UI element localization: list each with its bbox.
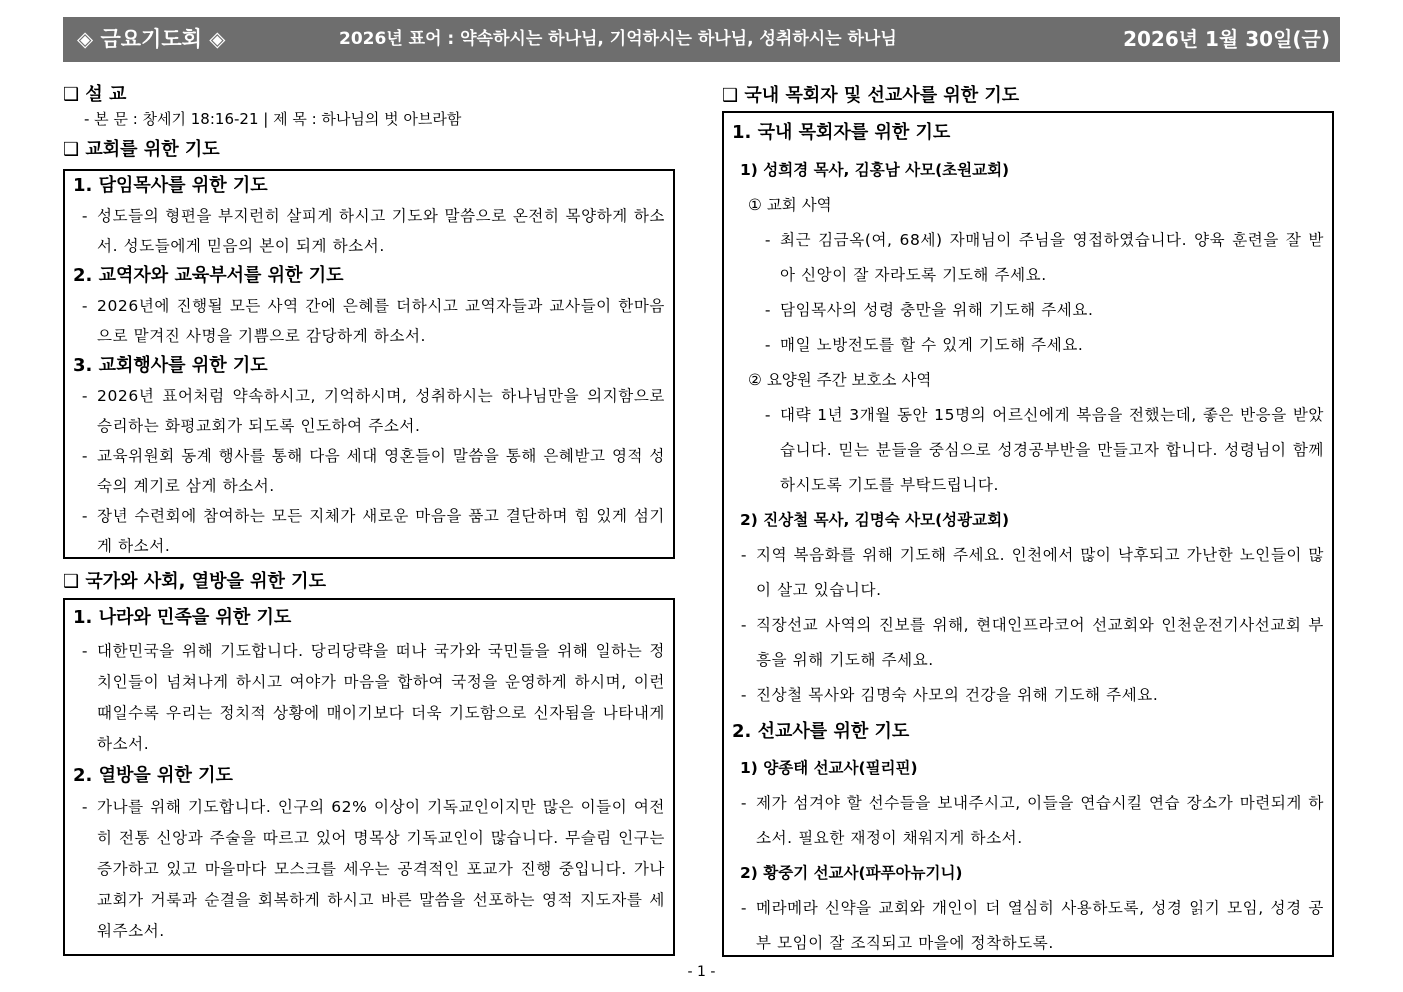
prayer-item: - 가나를 위해 기도합니다. 인구의 62% 이상이 기독교인이지만 많은 이들이 여전히 전통 신앙과 주술을 따르고 있어 명목상 기독교인이 많습니다. 무슬림 인구는 증가하고 있고 마을마다 모스크를 세우는 공격적인 포교가 진행 중입니다. 가나 교회가 거룩과 순결을 회복하게 하시고 바른 말씀을 선포하는 영적 지도자를 세워주소서. <box>81 798 665 940</box>
pastor-1-title: 1) 성희경 목사, 김홍남 사모(초원교회) <box>740 161 1010 179</box>
domestic-title: 1. 국내 목회자를 위한 기도 <box>732 122 951 143</box>
prayer-item: - 지역 복음화를 위해 기도해 주세요. 인천에서 많이 낙후되고 가난한 노인들이 많이 살고 있습니다. <box>740 546 1324 599</box>
pastor-2-title: 2) 진상철 목사, 김명숙 사모(성광교회) <box>740 511 1010 529</box>
header-theme: 2026년 표어 : 약속하시는 하나님, 기억하시는 하나님, 성취하시는 하나님 <box>339 29 897 49</box>
section-title: 1. 담임목사를 위한 기도 <box>73 175 268 196</box>
prayer-item: - 2026년에 진행될 모든 사역 간에 은혜를 더하시고 교역자들과 교사들이 한마음으로 맡겨진 사명을 기쁨으로 감당하게 하소서. <box>81 297 665 345</box>
prayer-item: - 대략 1년 3개월 동안 15명의 어르신에게 복음을 전했는데, 좋은 반응을 받았습니다. 믿는 분들을 중심으로 성경공부반을 만들고자 합니다. 성령님이 함께하시도록 기도를 부탁드립니다. <box>764 406 1324 494</box>
sermon-line: - 본 문 : 창세기 18:16-21 | 제 목 : 하나님의 벗 아브라함 <box>84 110 462 128</box>
missionary-2-title: 2) 황중기 선교사(파푸아뉴기니) <box>740 864 963 882</box>
prayer-item: - 2026년 표어처럼 약속하시고, 기억하시며, 성취하시는 하나님만을 의지함으로 승리하는 화평교회가 되도록 인도하여 주소서. <box>81 387 665 435</box>
section-title: 3. 교회행사를 위한 기도 <box>73 355 268 376</box>
prayer-item: - 담임목사의 성령 충만을 위해 기도해 주세요. <box>764 301 1094 319</box>
missionary-1-title: 1) 양종태 선교사(필리핀) <box>740 759 918 777</box>
prayer-item: - 장년 수련회에 참여하는 모든 지체가 새로운 마음을 품고 결단하며 힘 있게 섬기게 하소서. <box>81 507 665 555</box>
pastor-1-sub2: ② 요양원 주간 보호소 사역 <box>748 371 932 389</box>
prayer-item: - 교육위원회 동계 행사를 통해 다음 세대 영혼들이 말씀을 통해 은혜받고 영적 성숙의 계기로 삼게 하소서. <box>81 447 665 495</box>
prayer-item: - 매일 노방전도를 할 수 있게 기도해 주세요. <box>764 336 1084 354</box>
missionary-title: 2. 선교사를 위한 기도 <box>732 721 910 742</box>
page-number: - 1 - <box>687 964 716 980</box>
prayer-item: - 진상철 목사와 김명숙 사모의 건강을 위해 기도해 주세요. <box>740 686 1159 704</box>
prayer-item: - 최근 김금옥(여, 68세) 자매님이 주님을 영접하였습니다. 양육 훈련을 잘 받아 신앙이 잘 자라도록 기도해 주세요. <box>764 231 1324 284</box>
prayer-item: - 대한민국을 위해 기도합니다. 당리당략을 떠나 국가와 국민들을 위해 일하는 정치인들이 넘쳐나게 하시고 여야가 마음을 합하여 국정을 운영하게 하시며, 이런 때일수록 우리는 정치적 상황에 매이기보다 더욱 기도함으로 신자됨을 나타내게 하소서. <box>81 642 665 753</box>
prayer-item: - 메라메라 신약을 교회와 개인이 더 열심히 사용하도록, 성경 읽기 모임, 성경 공부 모임이 잘 조직되고 마을에 정착하도록. <box>740 899 1324 952</box>
section-title: 2. 교역자와 교육부서를 위한 기도 <box>73 265 344 286</box>
missions-prayer-box <box>722 111 1334 957</box>
church-heading: ❑ 교회를 위한 기도 <box>63 139 220 160</box>
prayer-item: - 직장선교 사역의 진보를 위해, 현대인프라코어 선교회와 인천운전기사선교회 부흥을 위해 기도해 주세요. <box>740 616 1324 669</box>
prayer-item: - 제가 섬겨야 할 선수들을 보내주시고, 이들을 연습시킬 연습 장소가 마련되게 하소서. 필요한 재정이 채워지게 하소서. <box>740 794 1324 847</box>
header-date: 2026년 1월 30일(금) <box>1123 27 1330 51</box>
section-title: 2. 열방을 위한 기도 <box>73 765 233 786</box>
pastor-1-sub1: ① 교회 사역 <box>748 196 832 214</box>
header-banner <box>63 17 1340 62</box>
prayer-item: - 성도들의 형편을 부지런히 살피게 하시고 기도와 말씀으로 온전히 목양하게 하소서. 성도들에게 믿음의 본이 되게 하소서. <box>81 207 665 255</box>
nation-prayer-box <box>63 598 675 956</box>
church-prayer-box <box>63 169 675 559</box>
missions-heading: ❑ 국내 목회자 및 선교사를 위한 기도 <box>722 85 1020 106</box>
header-title: ◈ 금요기도회 ◈ <box>77 27 226 51</box>
section-title: 1. 나라와 민족을 위한 기도 <box>73 607 292 628</box>
nation-heading: ❑ 국가와 사회, 열방을 위한 기도 <box>63 571 326 592</box>
sermon-heading: ❑ 설 교 <box>63 84 127 105</box>
